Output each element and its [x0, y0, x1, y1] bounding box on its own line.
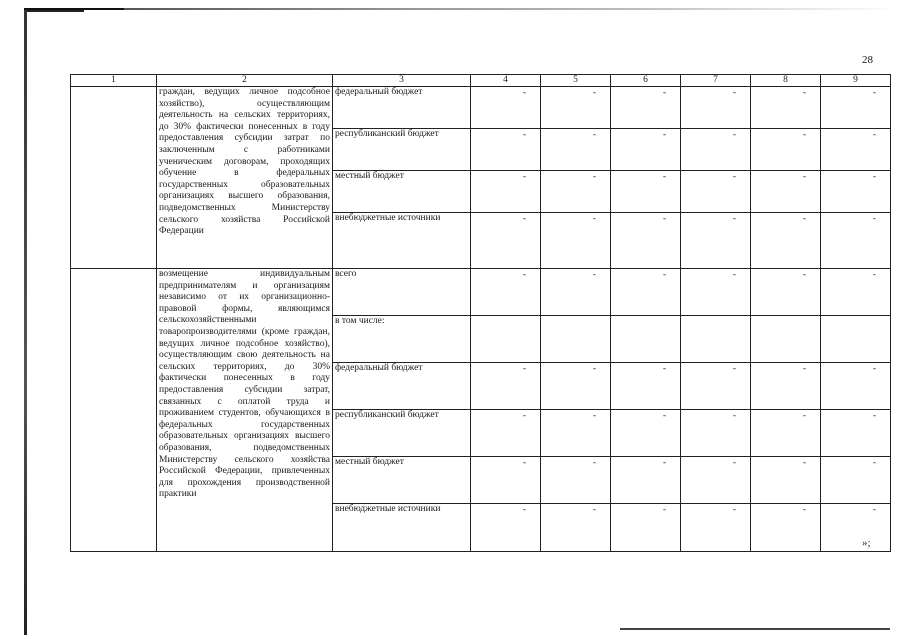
column-header: 8: [751, 75, 821, 87]
measure-description: возмещение индивидуальным предпринимателям и организациям независимо от их организационно-правовой формы, являющимся сельскохозяйственными товаропроизводителями (кроме граждан, ведущих личное подсобное хозяйство), осуществляющим свою деятельность на сельских территориях, до 30% фактически понесенных в году предоставления субсидии затрат, связанных с оплатой труда и проживанием студентов, обучающихся в федеральных государственных образовательных организациях высшего образования, подведомственных Министерству сельского хозяйства Российской Федерации, привлеченных для прохождения производственной практики: [157, 269, 333, 552]
value-text: -: [522, 88, 526, 98]
value-cell: [541, 269, 611, 316]
value-text: -: [872, 364, 876, 374]
table-row: [71, 269, 891, 316]
value-text: -: [732, 88, 736, 98]
value-cell: [821, 213, 891, 269]
value-cell: [751, 316, 821, 363]
value-cell: [681, 213, 751, 269]
value-text: -: [522, 505, 526, 515]
column-header: 9: [821, 75, 891, 87]
funding-source: федеральный бюджет: [333, 363, 471, 410]
value-cell: [611, 269, 681, 316]
value-cell: [611, 363, 681, 410]
value-text: -: [802, 172, 806, 182]
value-text: -: [802, 214, 806, 224]
value-text: -: [522, 458, 526, 468]
value-cell: [681, 410, 751, 457]
value-text: -: [662, 458, 666, 468]
value-text: -: [522, 130, 526, 140]
value-cell: [471, 129, 541, 171]
value-text: -: [802, 505, 806, 515]
value-cell: [751, 410, 821, 457]
value-text: -: [662, 214, 666, 224]
value-text: -: [662, 88, 666, 98]
value-text: -: [802, 411, 806, 421]
empty-cell: [71, 87, 157, 269]
empty-cell: [71, 269, 157, 552]
value-cell: [751, 269, 821, 316]
closing-mark: »;: [862, 537, 871, 549]
value-cell: [751, 457, 821, 504]
value-cell: [681, 363, 751, 410]
value-text: -: [522, 214, 526, 224]
column-header: 5: [541, 75, 611, 87]
value-cell: [821, 363, 891, 410]
value-cell: [751, 171, 821, 213]
value-text: -: [872, 505, 876, 515]
value-text: -: [732, 270, 736, 280]
value-cell: [471, 363, 541, 410]
value-cell: [751, 87, 821, 129]
value-cell: [541, 457, 611, 504]
value-cell: [611, 87, 681, 129]
table-header-row: [71, 75, 891, 87]
value-cell: [821, 457, 891, 504]
scan-edge-left: [24, 10, 27, 635]
value-text: -: [522, 172, 526, 182]
value-cell: [611, 129, 681, 171]
value-text: -: [592, 458, 596, 468]
funding-source: в том числе:: [333, 316, 471, 363]
scan-edge-top: [24, 8, 890, 10]
value-text: -: [872, 172, 876, 182]
value-text: -: [872, 458, 876, 468]
value-text: -: [662, 130, 666, 140]
value-cell: [541, 504, 611, 552]
funding-source: республиканский бюджет: [333, 410, 471, 457]
value-cell: [681, 171, 751, 213]
column-header: 3: [333, 75, 471, 87]
budget-table: [70, 74, 891, 552]
value-cell: [751, 129, 821, 171]
value-cell: [471, 269, 541, 316]
value-text: -: [732, 130, 736, 140]
value-text: -: [802, 458, 806, 468]
value-text: -: [592, 505, 596, 515]
value-cell: [541, 410, 611, 457]
value-text: -: [592, 270, 596, 280]
table-row: [71, 87, 891, 129]
value-cell: [471, 316, 541, 363]
value-cell: [751, 363, 821, 410]
value-cell: [821, 504, 891, 552]
scan-edge-top-mark: [24, 10, 84, 12]
value-cell: [611, 504, 681, 552]
column-header: 4: [471, 75, 541, 87]
funding-source: внебюджетные источники: [333, 504, 471, 552]
value-text: -: [592, 214, 596, 224]
value-text: -: [522, 411, 526, 421]
column-header: 7: [681, 75, 751, 87]
table-block-1: [71, 87, 891, 269]
value-text: -: [732, 458, 736, 468]
value-cell: [541, 363, 611, 410]
value-text: -: [662, 505, 666, 515]
value-cell: [471, 457, 541, 504]
value-cell: [681, 129, 751, 171]
value-cell: [541, 87, 611, 129]
value-text: -: [872, 214, 876, 224]
value-cell: [471, 213, 541, 269]
value-text: -: [662, 364, 666, 374]
value-cell: [611, 457, 681, 504]
value-text: -: [732, 172, 736, 182]
value-text: -: [662, 172, 666, 182]
value-cell: [611, 410, 681, 457]
value-cell: [681, 316, 751, 363]
value-cell: [681, 504, 751, 552]
funding-source: федеральный бюджет: [333, 87, 471, 129]
value-text: -: [872, 411, 876, 421]
value-cell: [541, 171, 611, 213]
value-cell: [541, 316, 611, 363]
value-text: -: [662, 270, 666, 280]
value-text: -: [592, 172, 596, 182]
value-cell: [471, 504, 541, 552]
value-cell: [471, 171, 541, 213]
value-cell: [681, 457, 751, 504]
funding-source: местный бюджет: [333, 171, 471, 213]
funding-source: местный бюджет: [333, 457, 471, 504]
value-text: -: [872, 270, 876, 280]
value-cell: [681, 87, 751, 129]
column-header: 2: [157, 75, 333, 87]
value-cell: [611, 316, 681, 363]
value-text: -: [802, 364, 806, 374]
value-text: -: [592, 364, 596, 374]
value-text: -: [522, 364, 526, 374]
value-cell: [821, 171, 891, 213]
page-number: 28: [862, 54, 873, 66]
value-text: -: [802, 130, 806, 140]
value-text: -: [732, 505, 736, 515]
table-block-2: [71, 269, 891, 552]
value-cell: [611, 213, 681, 269]
funding-source: внебюджетные источники: [333, 213, 471, 269]
value-text: -: [872, 88, 876, 98]
value-cell: [821, 316, 891, 363]
value-text: -: [802, 270, 806, 280]
value-cell: [541, 129, 611, 171]
value-cell: [821, 87, 891, 129]
value-cell: [681, 269, 751, 316]
value-text: -: [522, 270, 526, 280]
value-text: -: [872, 130, 876, 140]
value-cell: [471, 87, 541, 129]
value-cell: [751, 504, 821, 552]
measure-description: граждан, ведущих личное подсобное хозяйство), осуществляющим деятельность на сельских территориях, до 30% фактически понесенных в году предоставления субсидии затрат по заключенным с работниками ученическим договорам, проходящих обучение в федеральных государственных образовательных организациях высшего образования, подведомственных Министерству сельского хозяйства Российской Федерации: [157, 87, 333, 269]
scan-edge-bottom: [620, 628, 890, 630]
value-text: -: [592, 130, 596, 140]
value-cell: [471, 410, 541, 457]
value-text: -: [662, 411, 666, 421]
value-text: -: [592, 411, 596, 421]
value-cell: [821, 410, 891, 457]
value-text: -: [732, 411, 736, 421]
value-text: -: [592, 88, 596, 98]
value-text: -: [802, 88, 806, 98]
value-cell: [751, 213, 821, 269]
funding-source: республиканский бюджет: [333, 129, 471, 171]
value-cell: [821, 129, 891, 171]
column-header: 1: [71, 75, 157, 87]
column-header: 6: [611, 75, 681, 87]
value-cell: [611, 171, 681, 213]
value-text: -: [732, 214, 736, 224]
value-cell: [541, 213, 611, 269]
funding-source: всего: [333, 269, 471, 316]
value-text: -: [732, 364, 736, 374]
value-cell: [821, 269, 891, 316]
